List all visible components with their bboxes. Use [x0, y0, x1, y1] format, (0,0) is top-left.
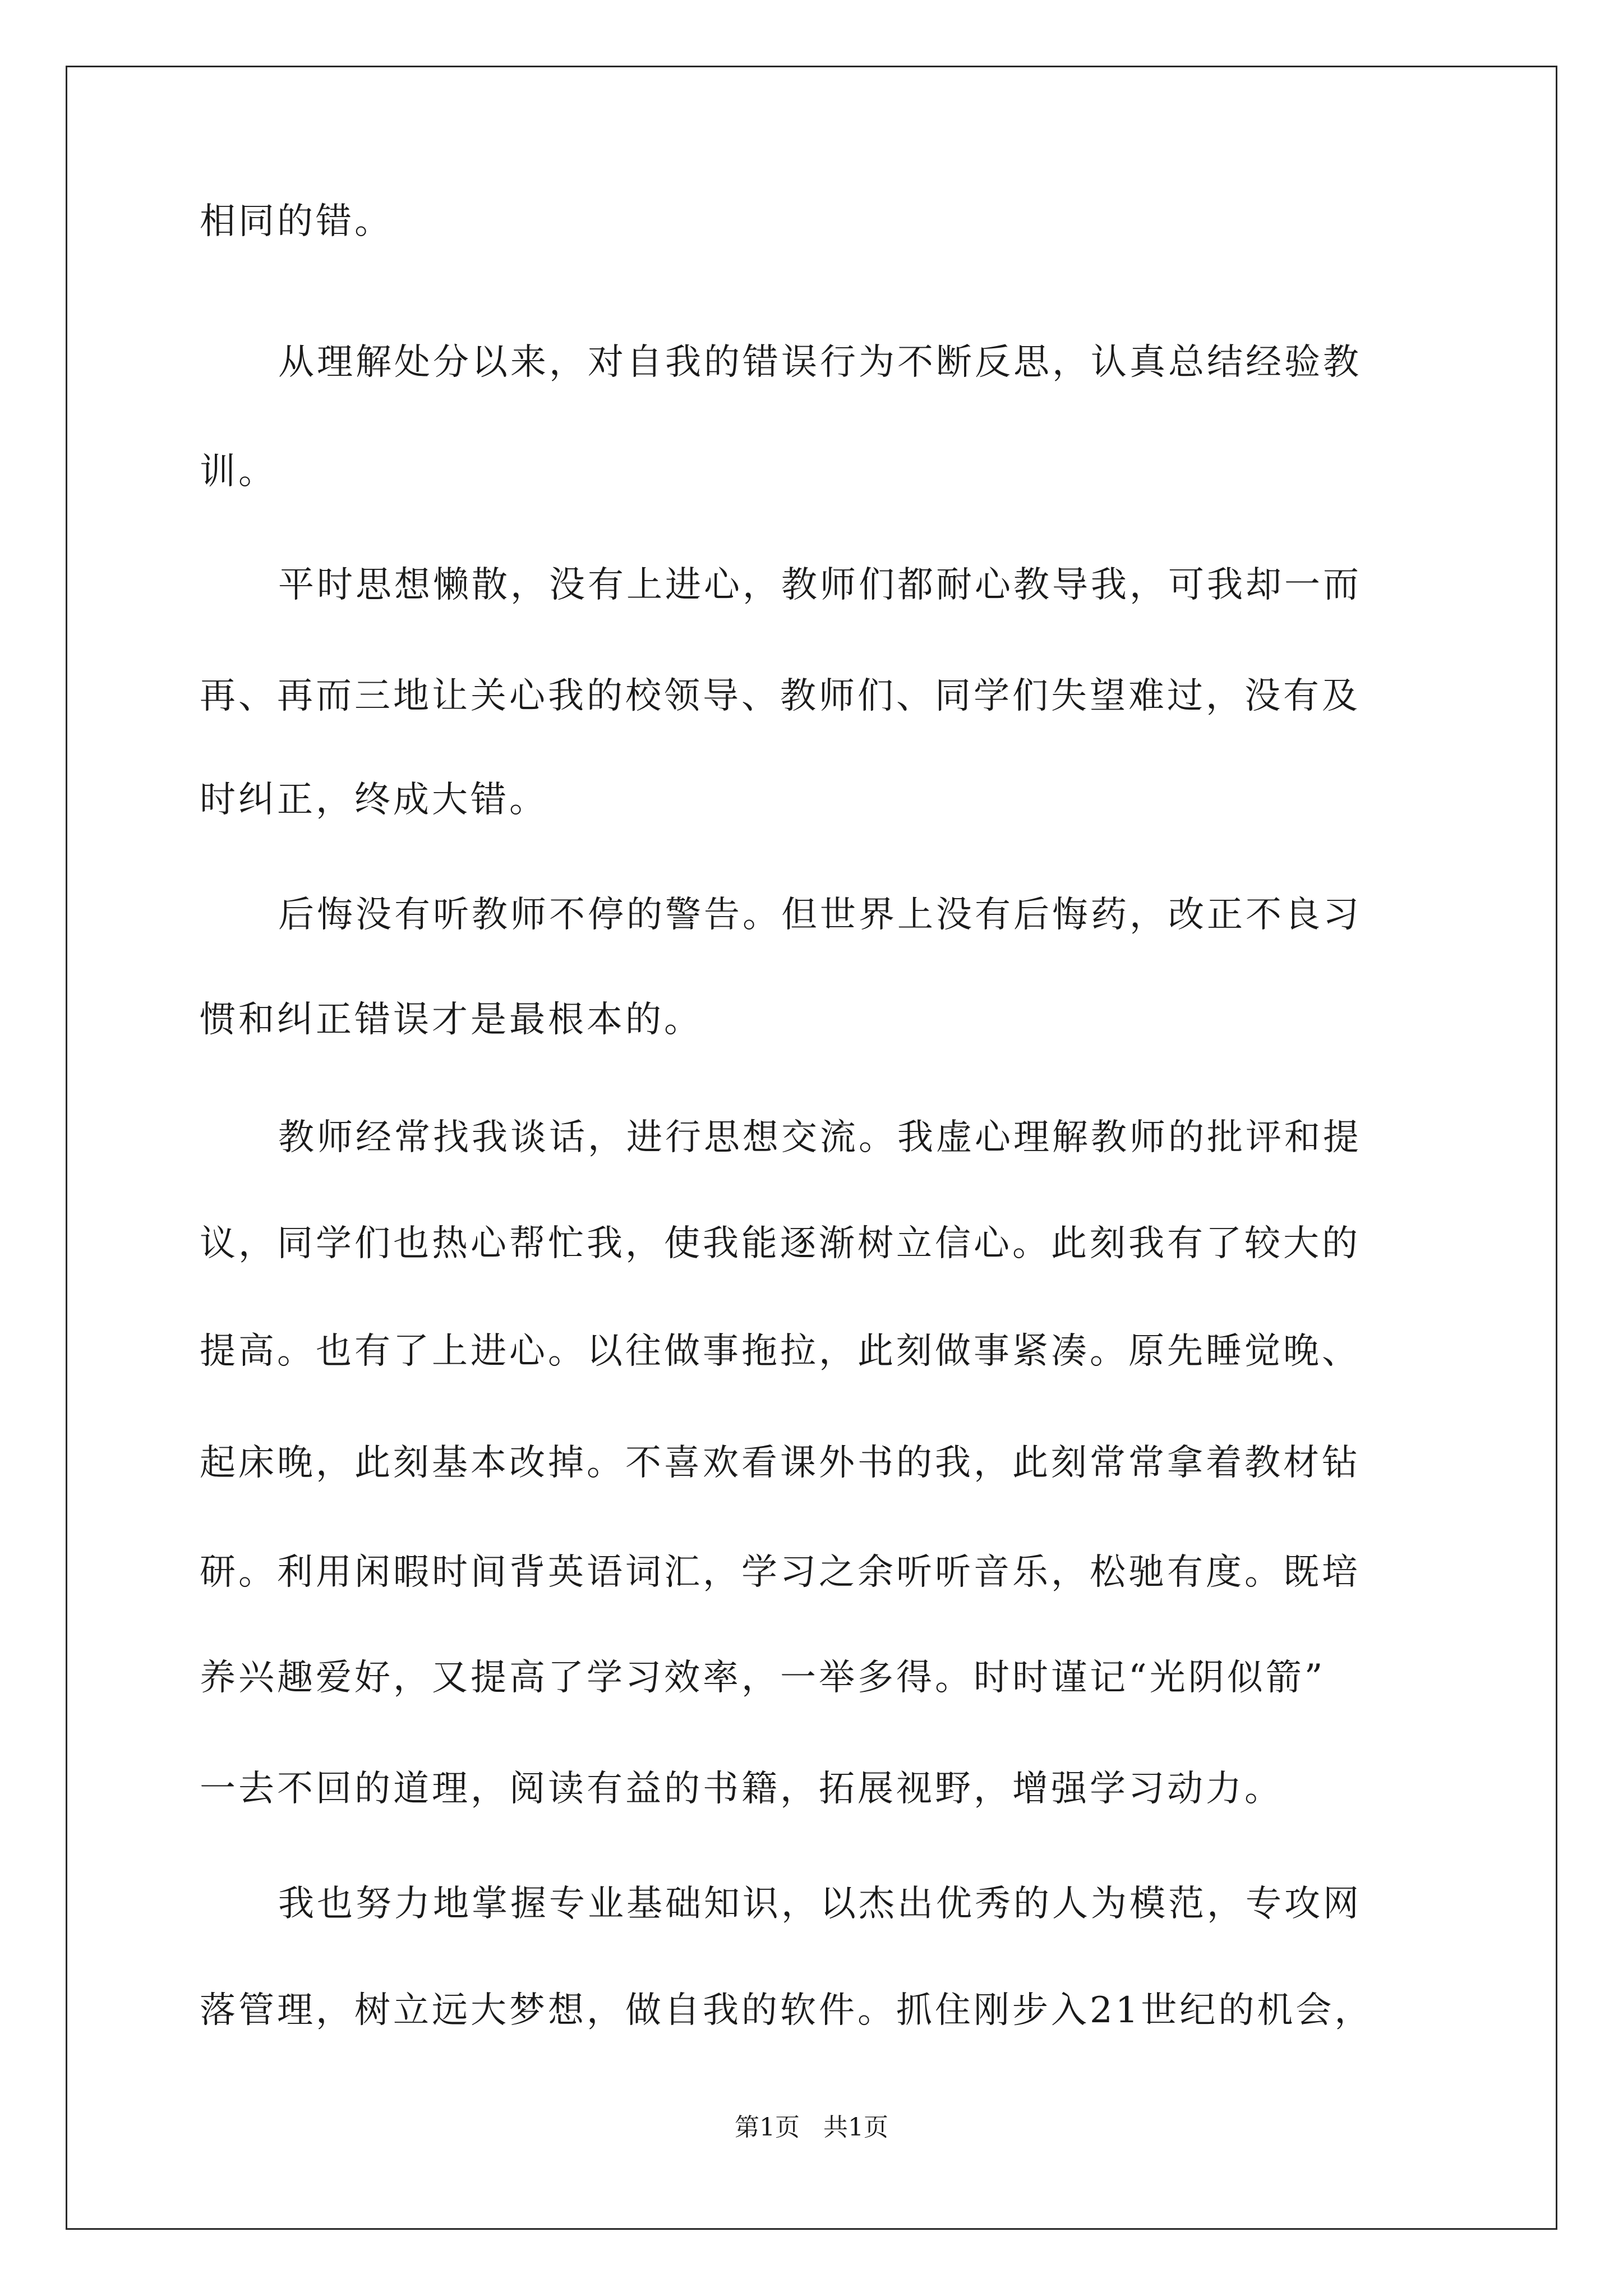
text-line: 惯和纠正错误才是最根本的。: [200, 999, 703, 1041]
text-line: 相同的错。: [200, 201, 393, 242]
text-line: 落管理，树立远大梦想，做自我的软件。抓住刚步入21世纪的机会，: [200, 1990, 1373, 2031]
paragraph-line: 平时思想懒散，没有上进心，教师们都耐心教导我，可我却一而: [278, 564, 1362, 606]
text-line: 提高。也有了上进心。以往做事拖拉，此刻做事紧凑。原先睡觉晚、: [200, 1331, 1361, 1372]
paragraph-line: 我也努力地掌握专业基础知识，以杰出优秀的人为模范，专攻网: [278, 1883, 1362, 1925]
text-line: 时纠正，终成大错。: [200, 779, 548, 821]
text-line: 一去不回的道理，阅读有益的书籍，拓展视野，增强学习动力。: [200, 1768, 1283, 1810]
page-footer: [0, 2107, 1623, 2143]
text-line: 训。: [200, 451, 277, 493]
text-line: 再、再而三地让关心我的校领导、教师们、同学们失望难过，没有及: [200, 675, 1361, 717]
text-line: 养兴趣爱好，又提高了学习效率，一举多得。时时谨记“光阴似箭”: [200, 1657, 1326, 1699]
page-total: 共1页: [823, 2113, 888, 2142]
text-line: 研。利用闲暇时间背英语词汇，学习之余听听音乐，松驰有度。既培: [200, 1552, 1361, 1593]
page-number: 第1页: [735, 2113, 800, 2142]
text-line: 起床晚，此刻基本改掉。不喜欢看课外书的我，此刻常常拿着教材钻: [200, 1442, 1361, 1484]
paragraph-line: 后悔没有听教师不停的警告。但世界上没有后悔药，改正不良习: [278, 894, 1362, 936]
paragraph-line: 教师经常找我谈话，进行思想交流。我虚心理解教师的批评和提: [278, 1117, 1362, 1158]
text-line: 议，同学们也热心帮忙我，使我能逐渐树立信心。此刻我有了较大的: [200, 1223, 1361, 1264]
paragraph-line: 从理解处分以来，对自我的错误行为不断反思，认真总结经验教: [278, 342, 1362, 383]
